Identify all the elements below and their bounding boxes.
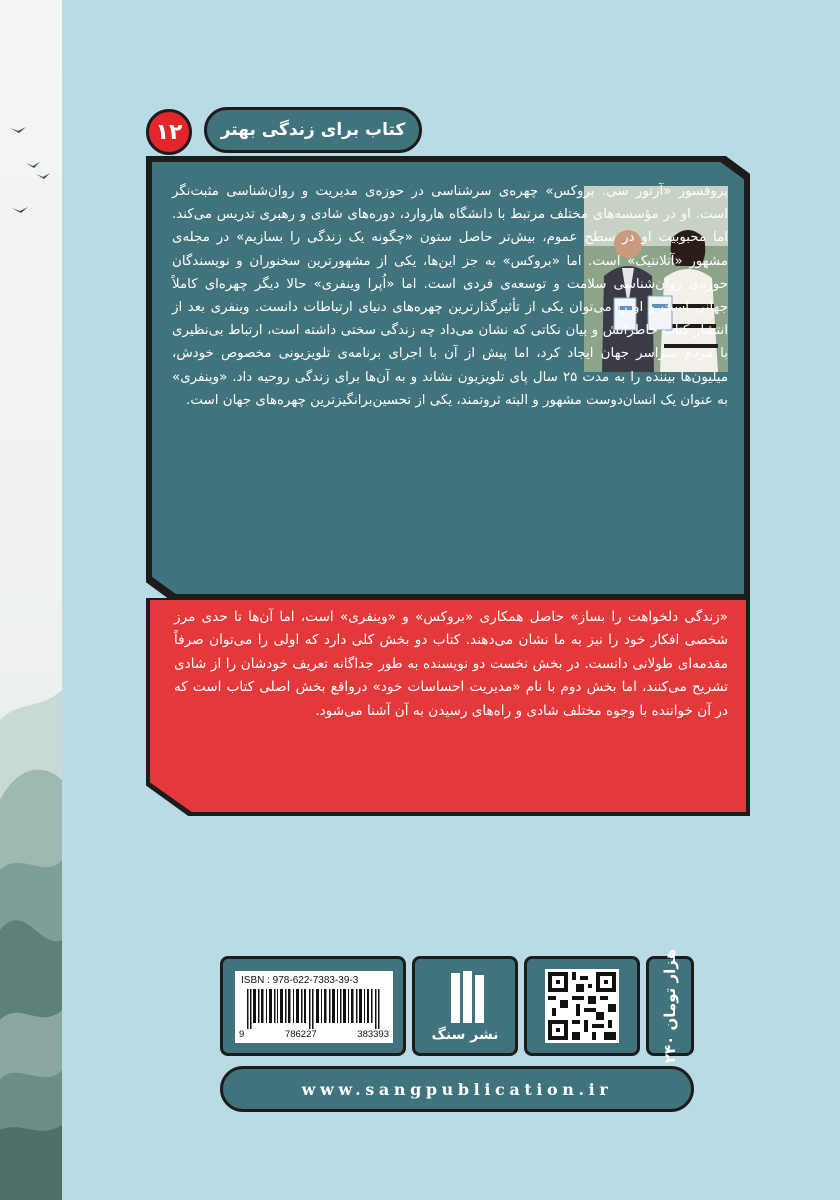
qr-code-icon[interactable] [545,969,619,1043]
barcode-icon [247,989,383,1029]
birds-icon [10,127,50,213]
series-number-badge: ۱۲ [146,109,192,155]
barcode-digit-group: 9 [239,1029,245,1040]
barcode-digit-group: 383393 [357,1029,389,1040]
sang-logo-icon [451,971,485,1023]
publisher-name: نشر سنگ [431,1027,499,1043]
barcode-card [235,971,393,1043]
series-title-pill: کتاب برای زندگی بهتر [204,107,422,153]
about-authors-text: پروفسور «آرتور سی. بروکس» چهره‌ی سرشناسی در حوزه‌ی مدیریت و روان‌شناسی مثبت‌نگر است. او در مؤسسه‌های مختلف مرتبط با دانشگاه هاروارد، دوره‌های شادی و رهبری تدریس می‌کند. اما محبوبیت او در سطح عموم، بیش‌تر حاصل ستون «چگونه یک زندگی را بسازیم» در مجله‌ی مشهور «آتلانتیک» است. اما «بروکس» به جز این‌ها، یکی از مشهورترین سخنوران و نویسندگان حوزه‌ی روان‌شناسی سلامت و توسعه‌ی فردی است. اما «اُپرا وینفری» حالا دیگر چهره‌ای کاملاً جهانی است و او را می‌توان یکی از تأثیرگذارترین چهره‌های دنیای ارتباطات دانست. وینفری بعد از انتشار کتاب خاطراتش و بیان نکاتی که نشان می‌داد چه زندگی سختی داشته است، ارتباط بی‌نظیری با مردم سراسر جهان ایجاد کرد، اما پیش از آن با اجرای برنامه‌ی تلویزیونی مخصوص خودش، میلیون‌ها بیننده را به مدت ۲۵ سال پای تلویزیون نشاند و به آن‌ها برای زندگی روحیه داد. «وینفری» به عنوان یک انسان‌دوست مشهور و البته ثروتمند، یکی از تحسین‌برانگیزترین چهره‌های جهان است. [172,184,728,408]
website-link[interactable]: www.sangpublication.ir [301,1079,613,1099]
price-label: ۲۴۰ هزار تومان [661,948,679,1064]
publisher-box [412,956,518,1056]
website-bar[interactable] [220,1066,694,1112]
price-box [646,948,694,1064]
mountain-landscape-icon [0,0,62,1200]
isbn-box [220,956,406,1056]
isbn-label: ISBN : 978-622-7383-39-3 [241,975,359,986]
landscape-illustration [0,0,62,1200]
barcode-digits [239,1029,389,1040]
barcode-digit-group: 786227 [284,1029,317,1040]
qr-box [524,956,640,1056]
book-summary-text: «زندگی دلخواهت را بساز» حاصل همکاری «بروکس» و «وینفری» است، اما آن‌ها تا حدی مرز شخصی افکار خود را نیز به ما نشان می‌دهند. کتاب دو بخش کلی دارد که اولی را می‌توان صرفاً مقدمه‌ای طولانی دانست. در بخش نخست دو نویسنده به طور جداگانه تعریف خودشان را از شادی تشریح می‌کنند، اما بخش دوم با نام «مدیریت احساسات خود» درواقع بخش اصلی کتاب است که در آن خواننده با وجوه مختلف شادی و راه‌های رسیدن به آن آشنا می‌شود. [174,609,728,719]
